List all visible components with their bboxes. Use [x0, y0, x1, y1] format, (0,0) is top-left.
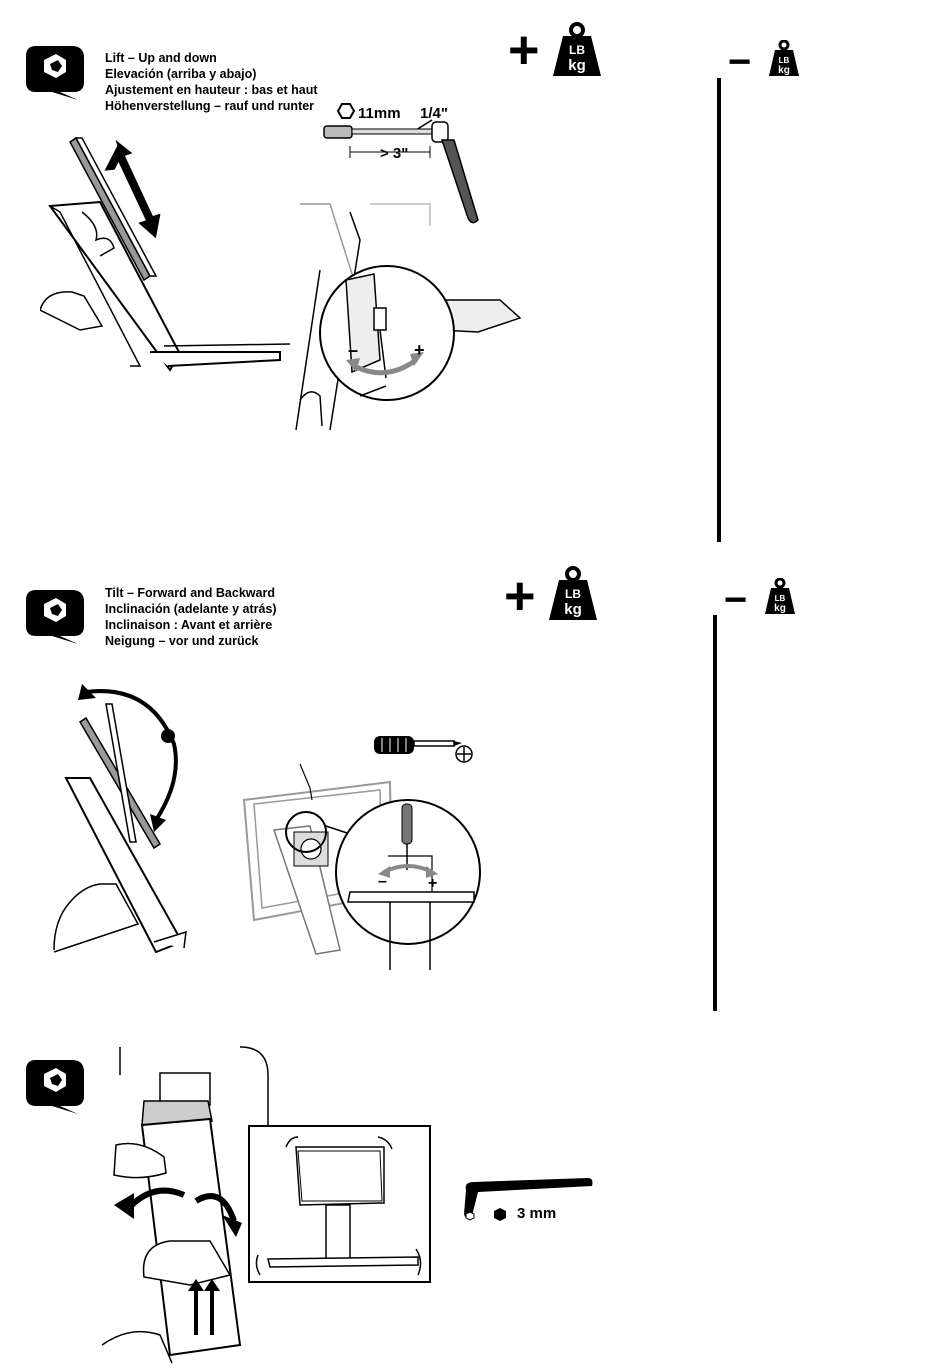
weight-light-icon [767, 40, 801, 78]
wrench-badge-icon [22, 42, 94, 100]
hex-key-size-label: 3 mm [517, 1205, 557, 1222]
weight-lb-text: LB [774, 594, 786, 603]
weight-kg-text: kg [564, 601, 582, 618]
lift-adjust-illustration [290, 200, 530, 435]
section1-line-fr: Ajustement en hauteur : bas et haut [105, 83, 318, 97]
level-adjust-inset [248, 1125, 431, 1283]
section1-divider-line [717, 78, 721, 542]
weight-lb-text: LB [565, 587, 581, 601]
section1-line-en: Lift – Up and down [105, 51, 217, 65]
section2-title [105, 585, 277, 649]
section2-line-de: Neigung – vor und zurück [105, 634, 259, 648]
weight-lb-text: LB [569, 43, 585, 57]
weight-lb-text: LB [778, 56, 790, 65]
weight-heavy-icon [551, 22, 603, 78]
section1-line-de: Höhenverstellung – rauf und runter [105, 99, 315, 113]
lift-minus-label: – [348, 340, 359, 360]
tool-size-imperial: 1/4" [420, 105, 448, 122]
weight-kg-text: kg [568, 57, 586, 74]
lift-plus-label: + [414, 340, 425, 360]
weight-light-icon [763, 578, 797, 616]
section1-title [105, 50, 318, 114]
section2-line-fr: Inclinaison : Avant et arrière [105, 618, 273, 632]
section1-plus-sign: + [508, 20, 540, 80]
section2-divider-line [713, 615, 717, 1011]
weight-kg-text: kg [778, 65, 790, 76]
wrench-badge-icon [22, 1056, 94, 1114]
section2-line-es: Inclinación (adelante y atrás) [105, 602, 277, 616]
tool-length-label: > 3" [380, 145, 409, 162]
lift-stand-illustration [40, 130, 290, 380]
tilt-plus-label: + [428, 875, 438, 892]
section1-minus-sign: − [728, 40, 752, 84]
tilt-stand-illustration [50, 680, 240, 955]
weight-kg-text: kg [774, 603, 786, 614]
wrench-badge-icon [22, 586, 94, 644]
section2-line-en: Tilt – Forward and Backward [105, 586, 275, 600]
section1-line-es: Elevación (arriba y abajo) [105, 67, 257, 81]
section2-minus-sign: − [724, 578, 748, 622]
tilt-minus-label: – [378, 873, 387, 890]
tilt-adjust-illustration [240, 760, 500, 980]
tool-size-metric: 11mm [358, 105, 401, 122]
weight-heavy-icon [547, 566, 599, 622]
section2-plus-sign: + [504, 566, 536, 626]
